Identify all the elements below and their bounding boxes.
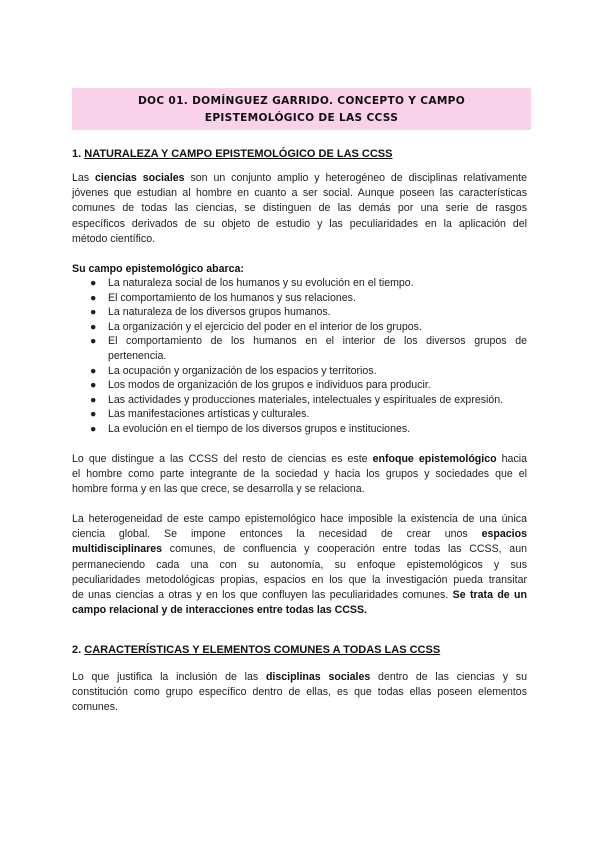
bold-term: Se trata de un (452, 588, 527, 601)
text-run: dentro de las ciencias y su (370, 671, 527, 683)
section-2-number: 2. (72, 644, 82, 656)
section-2-paragraph (72, 670, 527, 716)
text-run: Las (72, 172, 95, 184)
paragraph-line: el hombre como parte integrante de la sociedad y hacia los grupos y sociedades que el (72, 468, 527, 481)
list-item (72, 320, 527, 335)
section-1-title: NATURALEZA Y CAMPO EPISTEMOLÓGICO DE LAS CCSS (84, 148, 393, 160)
list-item-text-continued: pertenencia. (108, 349, 167, 362)
list-item (72, 378, 527, 393)
bullet-icon: ● (90, 364, 97, 377)
bullet-icon: ● (90, 408, 97, 421)
bullet-icon: ● (90, 422, 97, 435)
list-item-text: La ocupación y organización de los espacios y territorios. (108, 364, 377, 377)
paragraph-line: constitución como grupo específico dentro de ellas, es que todas ellas poseen elementos (72, 686, 527, 699)
paragraph-line (72, 542, 527, 557)
list-item-text: El comportamiento de los humanos y sus relaciones. (108, 291, 356, 304)
list-item (72, 422, 527, 437)
text-run: ciencia global. Se impone entonces la necesidad de crear unos (72, 528, 482, 541)
paragraph-line: hombre forma y en las que crece, se desarrolla y se relaciona. (72, 483, 365, 496)
bullet-icon: ● (90, 277, 97, 289)
list-item-text: Las actividades y producciones materiales, intelectuales y espirituales de expresión. (108, 393, 504, 406)
bullet-icon: ● (90, 306, 97, 319)
text-run: son un conjunto amplio y heterogéneo de disciplinas relativamente (184, 172, 528, 184)
paragraph-line: método científico. (72, 232, 156, 245)
paragraph-line: comunes de todas las ciencias, se distinguen de las demás por una serie de rasgos (72, 202, 527, 215)
paragraph-line: peculiaridades metodológicas propias, espacios en los que la investigación pueda transitar (72, 573, 527, 586)
section-1-number: 1. (72, 148, 82, 160)
list-item (72, 334, 527, 363)
list-item (72, 364, 527, 379)
bullet-icon: ● (90, 335, 97, 348)
list-item (72, 407, 527, 422)
bold-term: ciencias sociales (95, 172, 185, 184)
epistemic-focus-paragraph (72, 452, 527, 498)
list-item-text: La naturaleza de los diversos grupos humanos. (108, 306, 331, 319)
paragraph-line (72, 171, 527, 186)
paragraph-line (72, 452, 527, 467)
bold-term: disciplinas sociales (265, 671, 371, 683)
text-run: hacia (496, 453, 527, 465)
list-item (72, 276, 527, 291)
list-item-text: Las manifestaciones artísticas y culturales. (108, 408, 310, 421)
paragraph-line: permaneciendo cada una con su autonomía, su enfoque epistemológicos y sus (72, 558, 527, 571)
bullet-icon: ● (90, 320, 97, 333)
list-item-text: La evolución en el tiempo de los diversos grupos e instituciones. (108, 422, 411, 435)
bold-term: espacios (481, 528, 527, 541)
document-title-line-1: DOC 01. DOMÍNGUEZ GARRIDO. CONCEPTO Y CAMPO (137, 95, 466, 107)
section-1-heading (72, 147, 392, 161)
scope-list (72, 276, 527, 437)
paragraph-line: jóvenes que estudian al hombre en cuanto a ser social. Aunque poseen las características (72, 187, 527, 200)
section-2-title: CARACTERÍSTICAS Y ELEMENTOS COMUNES A TODAS LAS CCSS (84, 644, 441, 656)
bullet-icon: ● (90, 393, 97, 406)
paragraph-line (72, 588, 527, 603)
paragraph-line: comunes. (72, 701, 118, 714)
paragraph-line (72, 670, 527, 685)
section-1-intro-paragraph (72, 171, 527, 247)
list-item-text: La organización y el ejercicio del poder en el interior de los grupos. (108, 320, 422, 333)
bullet-icon: ● (90, 379, 97, 392)
list-item (72, 305, 527, 320)
paragraph-line (72, 527, 527, 542)
document-title (72, 93, 531, 127)
text-run: Lo que justifica la inclusión de las (72, 671, 266, 683)
bullet-icon: ● (90, 291, 97, 304)
bold-term: multidisciplinares (72, 543, 163, 556)
heterogeneity-paragraph (72, 512, 527, 618)
text-run: comunes, de confluencia y cooperación entre todas las CCSS, aun (162, 543, 527, 556)
section-2-heading (72, 643, 440, 657)
list-item-text: La naturaleza social de los humanos y su evolución en el tiempo. (108, 277, 414, 289)
text-run: de unas ciencias a otras y en los que confluyen las peculiaridades comunes. (72, 588, 453, 601)
paragraph-line: específicos derivados de su objeto de estudio y las peculiaridades en la aplicación del (72, 217, 527, 230)
list-item (72, 393, 527, 408)
list-item-text: El comportamiento de los humanos en el interior de los diversos grupos de (108, 335, 527, 348)
paragraph-line: campo relacional y de interacciones entre todas las CCSS. (72, 604, 367, 617)
scope-label: Su campo epistemológico abarca: (72, 263, 244, 275)
list-item (72, 291, 527, 306)
list-item-text: Los modos de organización de los grupos e individuos para producir. (108, 379, 431, 392)
bold-term: enfoque epistemológico (372, 453, 497, 465)
document-title-line-2: EPISTEMOLÓGICO DE LAS CCSS (204, 112, 399, 124)
paragraph-line: La heterogeneidad de este campo epistemológico hace imposible la existencia de una única (72, 513, 527, 525)
text-run: Lo que distingue a las CCSS del resto de ciencias es este (72, 453, 373, 465)
